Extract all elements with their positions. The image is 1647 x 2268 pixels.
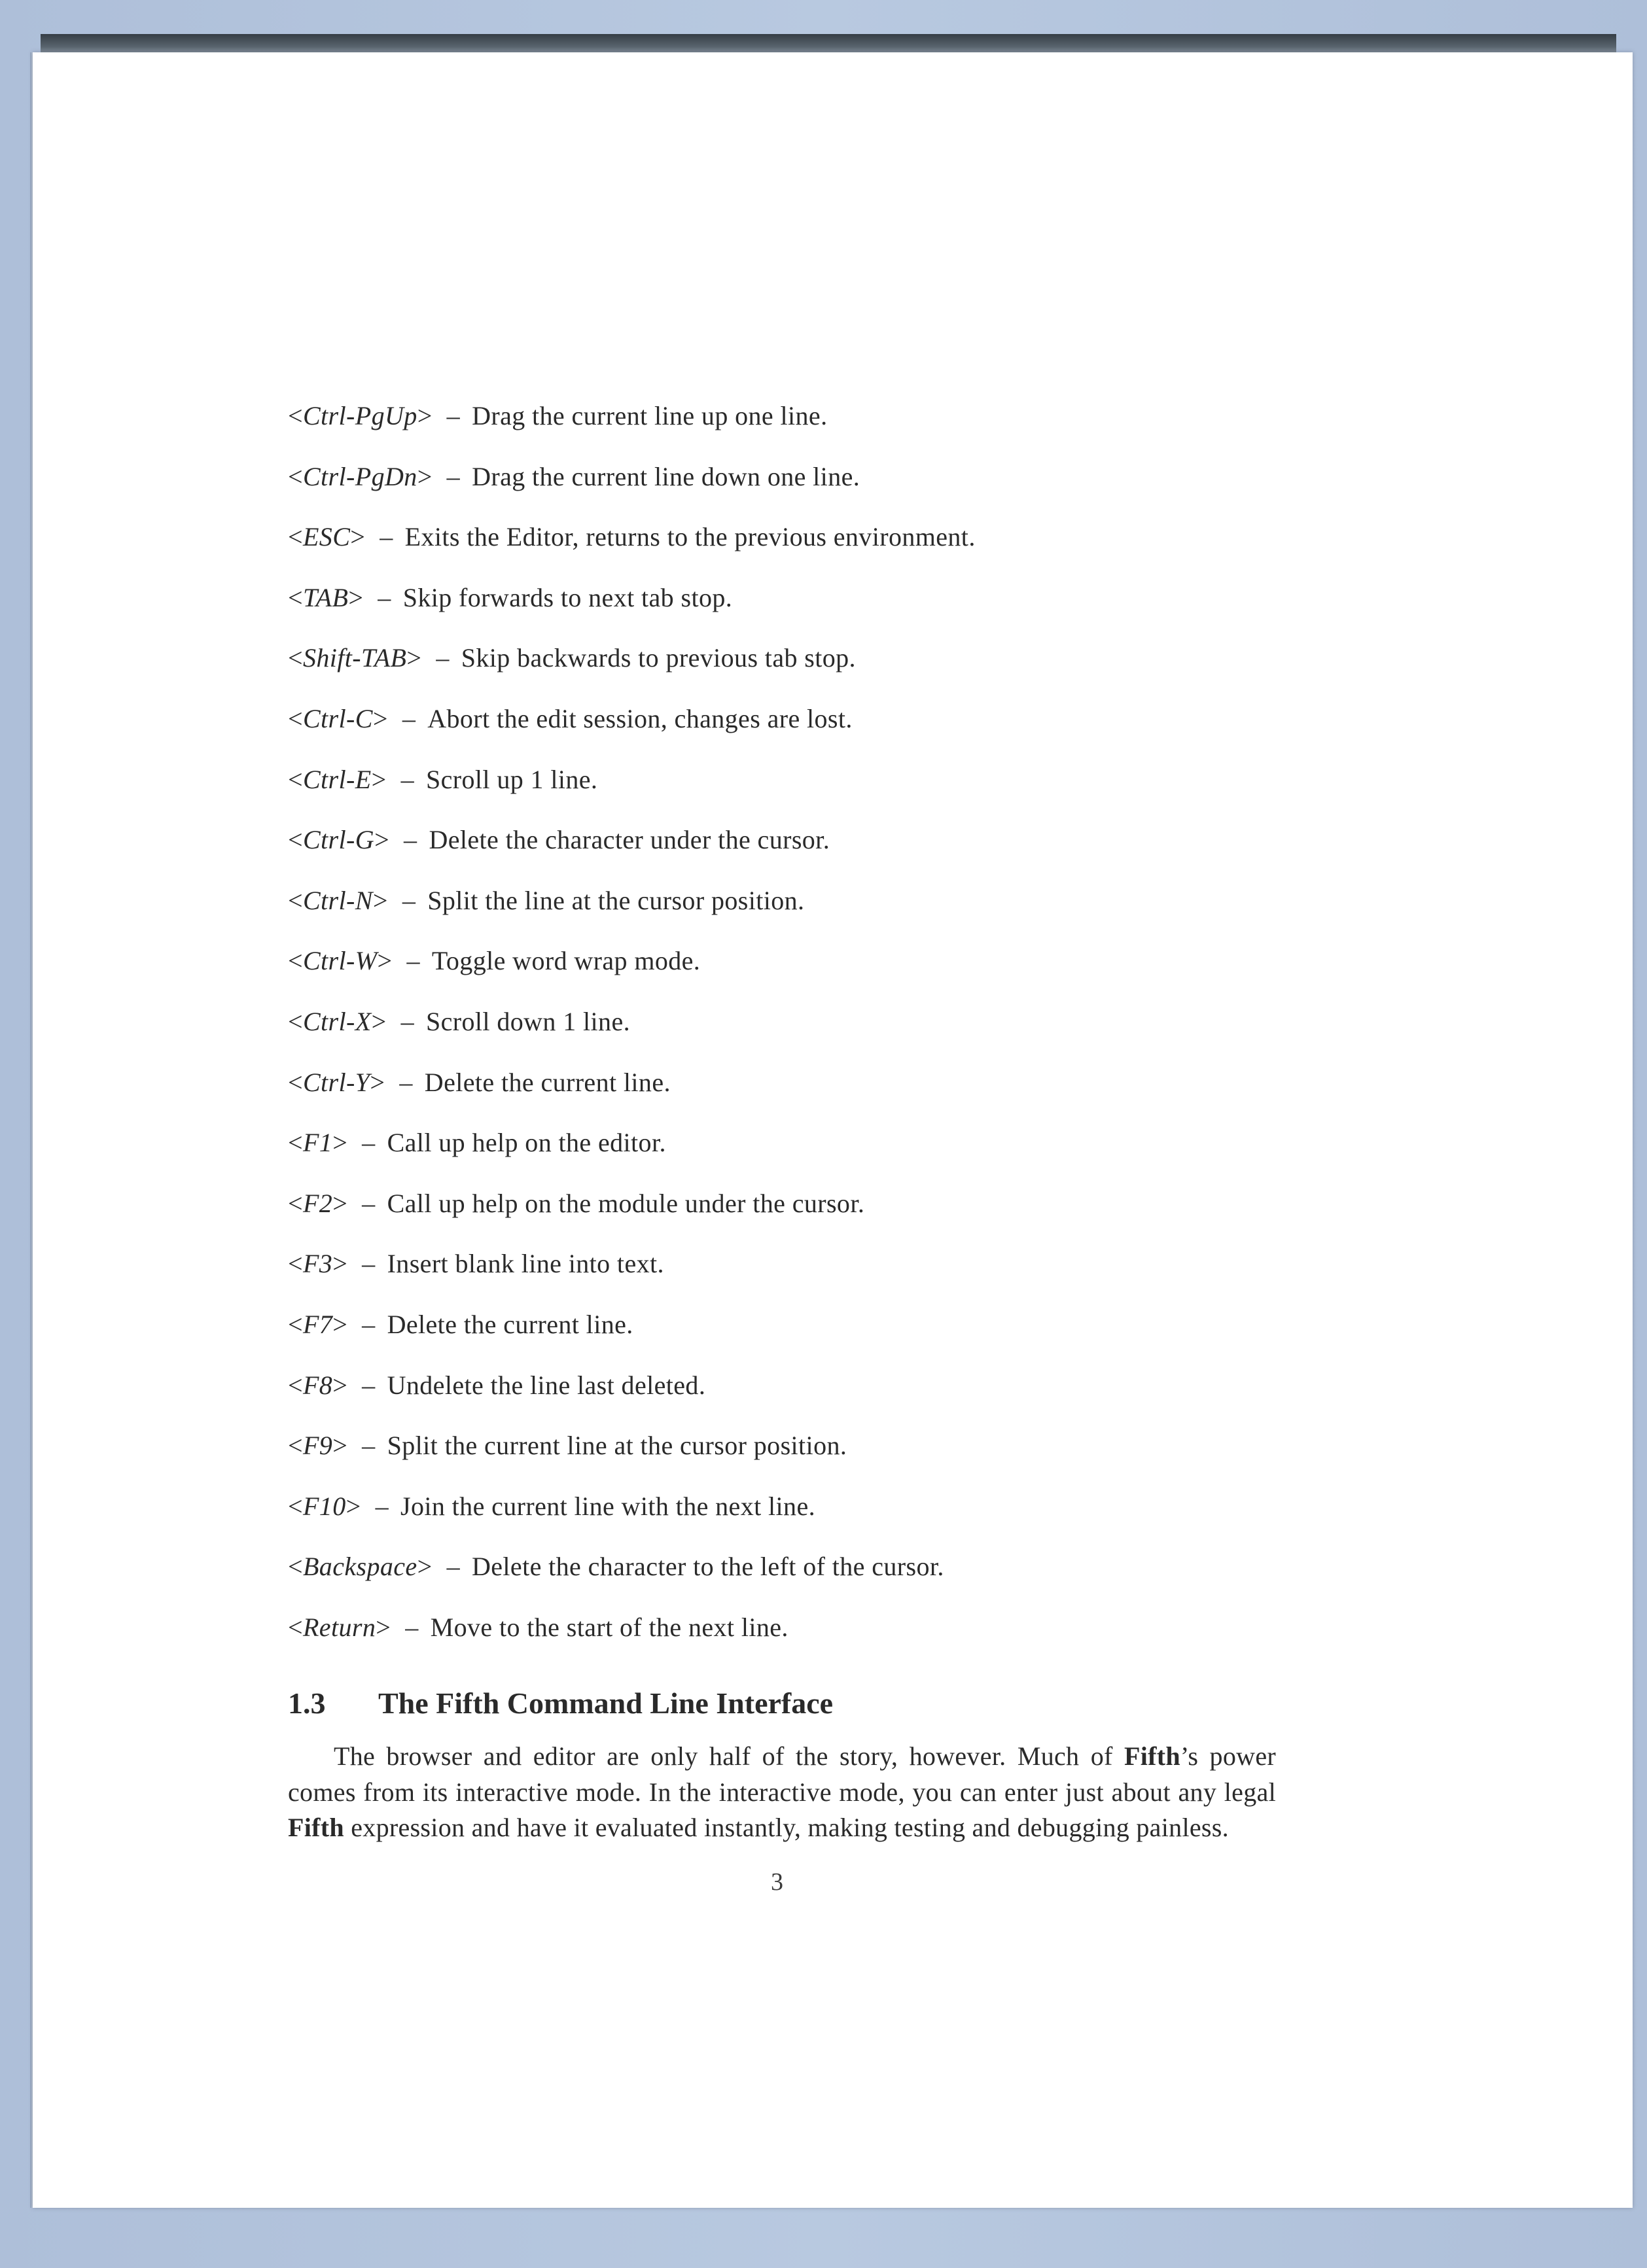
key-close-bracket: > (417, 461, 433, 491)
key-description: Scroll down 1 line. (425, 1006, 630, 1036)
key-open-bracket: < (288, 1067, 303, 1097)
key-name: F9 (302, 1431, 333, 1461)
key-separator-dash: – (362, 1128, 376, 1158)
key-binding-row (288, 1416, 1283, 1476)
section-paragraph (288, 1739, 1276, 1846)
paragraph-text-1: The browser and editor are only half of the story, however. Much of (334, 1741, 1124, 1771)
paragraph-bold-fifth-2: Fifth (288, 1813, 344, 1843)
key-close-bracket: > (332, 1309, 348, 1339)
key-open-bracket: < (288, 1612, 303, 1642)
key-binding-row (288, 628, 1283, 689)
key-open-bracket: < (288, 825, 303, 855)
key-close-bracket: > (417, 1552, 433, 1582)
key-separator-dash: – (362, 1188, 376, 1218)
key-open-bracket: < (288, 461, 303, 491)
key-binding-row (288, 447, 1283, 508)
key-open-bracket: < (288, 703, 303, 733)
key-separator-dash: – (362, 1370, 376, 1400)
key-close-bracket: > (371, 1006, 387, 1036)
key-description: Drag the current line up one line. (472, 401, 828, 430)
key-name: Ctrl-G (302, 825, 375, 855)
key-name: F7 (302, 1309, 333, 1339)
key-close-bracket: > (370, 1067, 385, 1097)
key-name: F3 (302, 1249, 333, 1279)
key-description: Undelete the line last deleted. (387, 1370, 706, 1400)
key-close-bracket: > (371, 764, 387, 794)
key-binding-row (288, 568, 1283, 629)
key-description: Move to the start of the next line. (430, 1612, 788, 1642)
key-binding-row (288, 750, 1283, 811)
key-name: Ctrl-PgDn (302, 461, 417, 491)
key-name: Ctrl-C (302, 703, 373, 733)
key-close-bracket: > (332, 1370, 348, 1400)
key-binding-row (288, 1053, 1283, 1113)
key-description: Call up help on the editor. (387, 1128, 666, 1158)
key-close-bracket: > (376, 1612, 391, 1642)
key-close-bracket: > (345, 1491, 361, 1521)
key-separator-dash: – (380, 522, 393, 552)
key-description: Skip forwards to next tab stop. (402, 582, 733, 612)
key-close-bracket: > (417, 401, 433, 430)
key-separator-dash: – (404, 825, 417, 855)
key-separator-dash: – (400, 764, 414, 794)
key-description: Delete the character to the left of the cursor. (471, 1552, 944, 1582)
key-name: Ctrl-PgUp (302, 401, 417, 430)
key-description: Call up help on the module under the cursor. (387, 1188, 865, 1218)
key-open-bracket: < (288, 1249, 303, 1279)
paragraph-bold-fifth-1: Fifth (1124, 1741, 1180, 1771)
key-name: TAB (302, 582, 349, 612)
key-separator-dash: – (436, 643, 450, 673)
key-open-bracket: < (288, 1431, 303, 1461)
key-close-bracket: > (350, 522, 366, 552)
key-description: Exits the Editor, returns to the previous environment. (404, 522, 976, 552)
paragraph-text-2: ’s power comes from its interactive mode. In the interactive mode, you can enter just about any legal (288, 1741, 1276, 1807)
key-close-bracket: > (332, 1128, 348, 1158)
key-binding-row (288, 507, 1283, 568)
key-separator-dash: – (378, 582, 391, 612)
key-description: Abort the edit session, changes are lost. (427, 703, 853, 733)
key-name: Ctrl-W (302, 946, 378, 976)
key-name: F8 (302, 1370, 333, 1400)
key-description: Split the line at the cursor position. (427, 885, 805, 915)
key-description: Toggle word wrap mode. (431, 946, 701, 976)
key-binding-row (288, 1597, 1283, 1658)
page-content (288, 386, 1283, 1872)
key-separator-dash: – (402, 885, 416, 915)
key-binding-row (288, 1476, 1283, 1537)
key-description: Join the current line with the next line. (400, 1491, 816, 1521)
paragraph-text-3: expression and have it evaluated instantly, making testing and debugging painless. (344, 1813, 1229, 1843)
key-description: Scroll up 1 line. (425, 764, 598, 794)
key-name: F10 (302, 1491, 346, 1521)
key-separator-dash: – (375, 1491, 389, 1521)
key-open-bracket: < (288, 1128, 303, 1158)
key-separator-dash: – (362, 1309, 376, 1339)
key-name: F1 (302, 1128, 333, 1158)
key-open-bracket: < (288, 582, 303, 612)
key-binding-row (288, 1355, 1283, 1416)
key-description: Delete the character under the cursor. (429, 825, 830, 855)
key-binding-row (288, 871, 1283, 932)
key-binding-row (288, 386, 1283, 447)
key-close-bracket: > (332, 1188, 348, 1218)
key-binding-row (288, 992, 1283, 1053)
key-close-bracket: > (374, 825, 390, 855)
key-binding-row (288, 1113, 1283, 1174)
key-description: Drag the current line down one line. (472, 461, 860, 491)
key-open-bracket: < (288, 1188, 303, 1218)
key-close-bracket: > (332, 1249, 348, 1279)
key-close-bracket: > (377, 946, 393, 976)
key-name: Ctrl-E (302, 764, 372, 794)
key-close-bracket: > (348, 582, 364, 612)
key-close-bracket: > (406, 643, 422, 673)
key-open-bracket: < (288, 401, 303, 430)
key-binding-row (288, 810, 1283, 871)
key-close-bracket: > (372, 703, 388, 733)
key-open-bracket: < (288, 1370, 303, 1400)
key-open-bracket: < (288, 946, 303, 976)
key-separator-dash: – (406, 946, 420, 976)
key-separator-dash: – (399, 1067, 413, 1097)
key-open-bracket: < (288, 885, 303, 915)
key-name: ESC (302, 522, 351, 552)
key-description: Skip backwards to previous tab stop. (461, 643, 856, 673)
key-description: Delete the current line. (424, 1067, 671, 1097)
key-name: Ctrl-Y (302, 1067, 370, 1097)
key-close-bracket: > (372, 885, 388, 915)
key-open-bracket: < (288, 522, 303, 552)
key-name: Ctrl-X (302, 1006, 372, 1036)
key-separator-dash: – (362, 1431, 376, 1461)
section-heading (288, 1677, 1283, 1730)
key-description: Delete the current line. (387, 1309, 633, 1339)
key-open-bracket: < (288, 643, 303, 673)
key-open-bracket: < (288, 764, 303, 794)
key-binding-row (288, 931, 1283, 992)
section-title: The Fifth Command Line Interface (378, 1686, 834, 1720)
key-separator-dash: – (402, 703, 416, 733)
page-number: 3 (771, 1868, 783, 1896)
key-binding-row (288, 1537, 1283, 1597)
key-separator-dash: – (400, 1006, 414, 1036)
key-separator-dash: – (362, 1249, 376, 1279)
key-name: Backspace (302, 1552, 417, 1582)
key-name: Ctrl-N (302, 885, 373, 915)
key-open-bracket: < (288, 1552, 303, 1582)
key-description: Split the current line at the cursor position. (387, 1431, 847, 1461)
key-binding-row (288, 1234, 1283, 1295)
key-close-bracket: > (332, 1431, 348, 1461)
key-open-bracket: < (288, 1309, 303, 1339)
key-name: Shift-TAB (302, 643, 407, 673)
key-separator-dash: – (446, 461, 461, 491)
section-number: 1.3 (288, 1686, 326, 1720)
key-binding-row (288, 689, 1283, 750)
key-binding-list (288, 386, 1283, 1658)
key-description: Insert blank line into text. (387, 1249, 664, 1279)
key-separator-dash: – (446, 1552, 460, 1582)
key-binding-row (288, 1295, 1283, 1355)
key-name: F2 (302, 1188, 333, 1218)
key-separator-dash: – (405, 1612, 419, 1642)
key-name: Return (302, 1612, 376, 1642)
key-binding-row (288, 1174, 1283, 1234)
key-separator-dash: – (446, 401, 461, 430)
key-open-bracket: < (288, 1006, 303, 1036)
key-open-bracket: < (288, 1491, 303, 1521)
